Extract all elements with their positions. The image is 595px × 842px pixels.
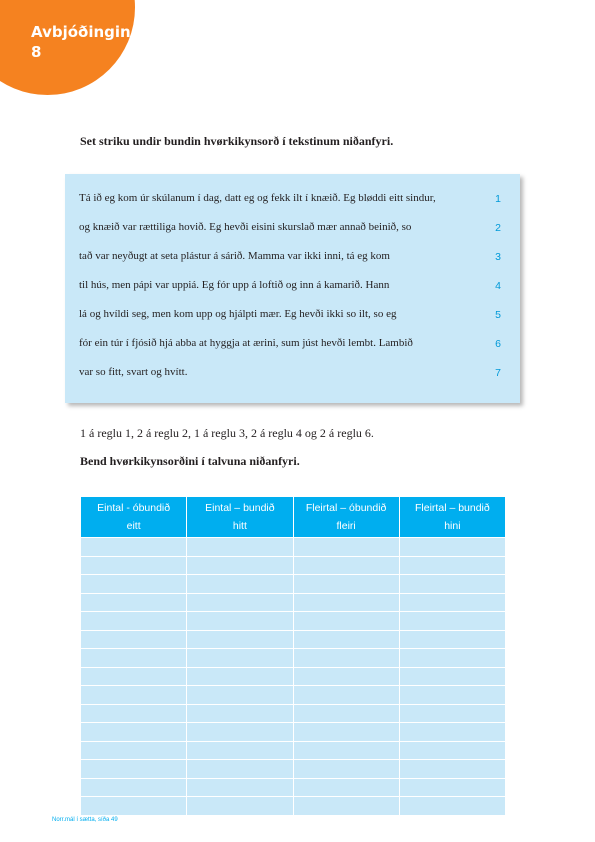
answer-cell[interactable]	[293, 667, 399, 686]
answer-cell[interactable]	[293, 538, 399, 557]
answer-cell[interactable]	[399, 704, 505, 723]
answer-cell[interactable]	[81, 630, 187, 649]
answer-cell[interactable]	[187, 538, 293, 557]
header-label: Fleirtal – óbundið	[305, 502, 387, 514]
table-row	[81, 538, 506, 557]
table-header-row	[81, 497, 506, 538]
text-line: fór ein túr í fjósið hjá abba at hyggja at ærini, sum júst hevði lembt. Lambið	[79, 337, 413, 349]
instruction-2: Bend hvørkikynsorðini í talvuna niðanfyri.	[80, 454, 300, 468]
exercise-number: 8	[31, 43, 42, 61]
answer-cell[interactable]	[399, 556, 505, 575]
answer-cell[interactable]	[187, 741, 293, 760]
exercise-label	[31, 22, 131, 62]
table-row	[81, 556, 506, 575]
answer-cell[interactable]	[399, 593, 505, 612]
answer-cell[interactable]	[293, 741, 399, 760]
text-box	[65, 174, 520, 403]
line-number: 5	[495, 309, 501, 321]
answer-cell[interactable]	[399, 667, 505, 686]
answer-cell[interactable]	[81, 723, 187, 742]
answer-cell[interactable]	[81, 667, 187, 686]
answer-cell[interactable]	[187, 612, 293, 631]
page-footer: Norr.mál í sætta, síða 49	[52, 817, 118, 823]
table-row	[81, 704, 506, 723]
answer-cell[interactable]	[293, 593, 399, 612]
line-number: 2	[495, 222, 501, 234]
table-row	[81, 630, 506, 649]
answer-cell[interactable]	[81, 593, 187, 612]
answer-cell[interactable]	[187, 797, 293, 816]
text-line: var so fitt, svart og hvítt.	[79, 366, 188, 378]
table-row	[81, 612, 506, 631]
answer-cell[interactable]	[293, 686, 399, 705]
answer-cell[interactable]	[81, 741, 187, 760]
column-header	[399, 497, 505, 538]
line-number: 3	[495, 251, 501, 263]
answer-cell[interactable]	[399, 538, 505, 557]
answer-cell[interactable]	[399, 797, 505, 816]
column-header	[187, 497, 293, 538]
answer-cell[interactable]	[187, 686, 293, 705]
answer-cell[interactable]	[81, 704, 187, 723]
answer-cell[interactable]	[81, 686, 187, 705]
text-line: til hús, men pápi var uppiá. Eg fór upp á loftið og inn á kamarið. Hann	[79, 279, 390, 291]
header-label: Fleirtal – bundið	[415, 502, 490, 514]
answer-cell[interactable]	[187, 649, 293, 668]
column-header	[293, 497, 399, 538]
table-row	[81, 723, 506, 742]
text-line: tað var neyðugt at seta plástur á sárið. Mamma var ikki inni, tá eg kom	[79, 250, 390, 262]
table-row	[81, 778, 506, 797]
line-number: 6	[495, 338, 501, 350]
answer-cell[interactable]	[187, 575, 293, 594]
header-example: eitt	[126, 520, 141, 532]
answer-cell[interactable]	[293, 778, 399, 797]
answer-cell[interactable]	[293, 575, 399, 594]
table-row	[81, 686, 506, 705]
answer-cell[interactable]	[81, 760, 187, 779]
answer-cell[interactable]	[187, 667, 293, 686]
answer-cell[interactable]	[81, 649, 187, 668]
exercise-title: Avbjóðingin	[31, 23, 131, 41]
line-number: 7	[495, 367, 501, 379]
answer-cell[interactable]	[81, 538, 187, 557]
answer-cell[interactable]	[293, 760, 399, 779]
answer-cell[interactable]	[293, 723, 399, 742]
answer-cell[interactable]	[399, 760, 505, 779]
answer-cell[interactable]	[81, 556, 187, 575]
line-number: 1	[495, 193, 501, 205]
answer-cell[interactable]	[399, 630, 505, 649]
answer-cell[interactable]	[293, 612, 399, 631]
word-table	[80, 496, 506, 816]
table-row	[81, 797, 506, 816]
answer-cell[interactable]	[187, 778, 293, 797]
table-row	[81, 649, 506, 668]
answer-cell[interactable]	[187, 556, 293, 575]
answer-cell[interactable]	[81, 612, 187, 631]
table-row	[81, 741, 506, 760]
answer-cell[interactable]	[293, 797, 399, 816]
text-line: og knæið var rættiliga hovið. Eg hevði eisini skurslað mær annað beinið, so	[79, 221, 412, 233]
line-number: 4	[495, 280, 501, 292]
answer-cell[interactable]	[399, 741, 505, 760]
answer-cell[interactable]	[399, 686, 505, 705]
answer-cell[interactable]	[187, 630, 293, 649]
instruction-1: Set striku undir bundin hvørkikynsorð í tekstinum niðanfyri.	[80, 134, 394, 148]
answer-cell[interactable]	[399, 778, 505, 797]
answer-cell[interactable]	[81, 797, 187, 816]
answer-cell[interactable]	[399, 575, 505, 594]
answer-cell[interactable]	[81, 778, 187, 797]
header-example: hini	[444, 520, 461, 532]
header-label: Eintal - óbundið	[97, 502, 171, 514]
answer-line: 1 á reglu 1, 2 á reglu 2, 1 á reglu 3, 2 á reglu 4 og 2 á reglu 6.	[80, 426, 374, 440]
answer-cell[interactable]	[293, 704, 399, 723]
table-row	[81, 575, 506, 594]
header-example: hitt	[232, 520, 247, 532]
answer-cell[interactable]	[293, 630, 399, 649]
answer-cell[interactable]	[399, 723, 505, 742]
table-row	[81, 667, 506, 686]
answer-cell[interactable]	[187, 704, 293, 723]
text-line: lá og hvíldi seg, men kom upp og hjálpti mær. Eg hevði ikki so ilt, so eg	[79, 308, 397, 320]
header-example: fleiri	[336, 520, 356, 532]
table-body	[81, 538, 506, 816]
answer-cell[interactable]	[399, 612, 505, 631]
answer-cell[interactable]	[399, 649, 505, 668]
header-label: Eintal – bundið	[205, 502, 275, 514]
table-row	[81, 593, 506, 612]
table-row	[81, 760, 506, 779]
answer-cell[interactable]	[293, 556, 399, 575]
text-line: Tá ið eg kom úr skúlanum í dag, datt eg og fekk ilt í knæið. Eg bløddi eitt sindur,	[79, 192, 436, 204]
answer-cell[interactable]	[81, 575, 187, 594]
column-header	[81, 497, 187, 538]
answer-cell[interactable]	[187, 760, 293, 779]
answer-cell[interactable]	[187, 593, 293, 612]
answer-cell[interactable]	[187, 723, 293, 742]
answer-cell[interactable]	[293, 649, 399, 668]
